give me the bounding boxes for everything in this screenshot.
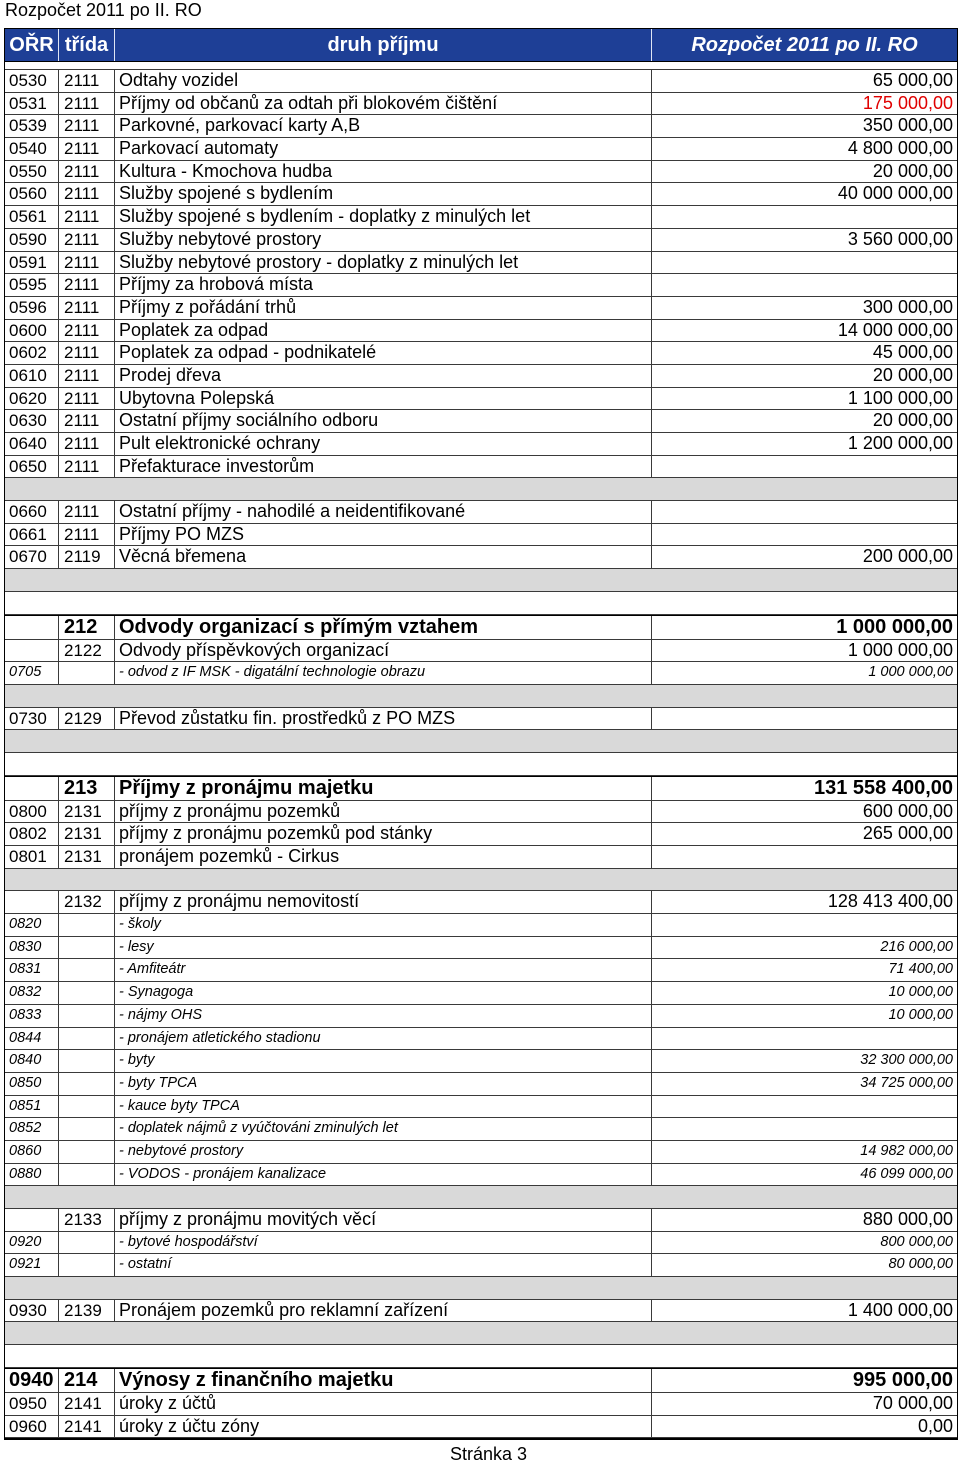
sub-item-row bbox=[5, 1028, 957, 1051]
druh-cell: Ubytovna Polepská bbox=[115, 388, 652, 410]
druh-cell: - pronájem atletického stadionu bbox=[115, 1028, 652, 1050]
trida-cell: 2111 bbox=[59, 252, 115, 274]
table-row bbox=[5, 183, 957, 206]
sub-item-row bbox=[5, 914, 957, 937]
trida-cell: 2131 bbox=[59, 823, 115, 845]
druh-cell: - Amfiteátr bbox=[115, 959, 652, 981]
druh-cell: Ostatní příjmy - nahodilé a neidentifikované bbox=[115, 501, 652, 523]
trida-cell: 2111 bbox=[59, 115, 115, 137]
druh-cell: - odvod z IF MSK - digatální technologie obrazu bbox=[115, 662, 652, 684]
sub-item-row bbox=[5, 937, 957, 960]
trida-cell: 2111 bbox=[59, 388, 115, 410]
table-row bbox=[5, 823, 957, 846]
table-row bbox=[5, 433, 957, 456]
orr-cell: 0730 bbox=[5, 708, 59, 730]
table-row bbox=[5, 70, 957, 93]
sub-item-row bbox=[5, 1096, 957, 1119]
orr-cell: 0561 bbox=[5, 206, 59, 228]
trida-cell bbox=[59, 982, 115, 1004]
trida-cell: 2111 bbox=[59, 342, 115, 364]
table-row bbox=[5, 640, 957, 663]
running-title: Rozpočet 2011 po II. RO bbox=[5, 0, 202, 20]
value-cell: 1 200 000,00 bbox=[847, 433, 953, 453]
trida-cell: 2111 bbox=[59, 365, 115, 387]
druh-cell: - VODOS - pronájem kanalizace bbox=[115, 1164, 652, 1186]
druh-cell: - ostatní bbox=[115, 1254, 652, 1276]
trida-cell: 2111 bbox=[59, 93, 115, 115]
value-cell bbox=[652, 914, 957, 936]
trida-cell bbox=[59, 1050, 115, 1072]
trida-cell bbox=[59, 1254, 115, 1276]
trida-cell: 2131 bbox=[59, 801, 115, 823]
value-cell bbox=[652, 846, 957, 868]
value-cell bbox=[652, 206, 957, 228]
trida-cell: 2141 bbox=[59, 1393, 115, 1415]
sub-item-row bbox=[5, 1141, 957, 1164]
value-cell: 20 000,00 bbox=[872, 364, 953, 385]
table-row bbox=[5, 252, 957, 275]
orr-cell: 0661 bbox=[5, 524, 59, 546]
orr-cell: 0705 bbox=[5, 662, 59, 684]
sub-item-row bbox=[5, 662, 957, 685]
druh-cell: Pult elektronické ochrany bbox=[115, 433, 652, 455]
druh-cell: - nebytové prostory bbox=[115, 1141, 652, 1163]
sub-item-row bbox=[5, 1232, 957, 1255]
orr-cell: 0560 bbox=[5, 183, 59, 205]
table-row bbox=[5, 297, 957, 320]
trida-cell: 2111 bbox=[59, 138, 115, 160]
druh-cell: Prodej dřeva bbox=[115, 365, 652, 387]
druh-cell: Odvody organizací s přímým vztahem bbox=[115, 616, 652, 639]
druh-cell: Příjmy PO MZS bbox=[115, 524, 652, 546]
trida-cell: 2111 bbox=[59, 206, 115, 228]
value-cell: 40 000 000,00 bbox=[837, 183, 953, 204]
spacer-row bbox=[5, 1322, 957, 1345]
orr-cell: 0921 bbox=[5, 1254, 59, 1276]
druh-cell: - byty TPCA bbox=[115, 1073, 652, 1095]
druh-cell: Věcná břemena bbox=[115, 546, 652, 568]
value-cell: 131 558 400,00 bbox=[813, 776, 953, 799]
orr-cell: 0630 bbox=[5, 410, 59, 432]
druh-cell: - Synagoga bbox=[115, 982, 652, 1004]
column-header-trida: třída bbox=[59, 29, 115, 61]
table-row bbox=[5, 342, 957, 365]
spacer-row bbox=[5, 1345, 957, 1368]
trida-cell: 2141 bbox=[59, 1416, 115, 1438]
value-cell: 800 000,00 bbox=[880, 1233, 953, 1250]
value-cell: 3 560 000,00 bbox=[847, 228, 953, 249]
value-cell: 1 000 000,00 bbox=[847, 639, 953, 660]
sub-item-row bbox=[5, 1050, 957, 1073]
orr-cell: 0596 bbox=[5, 297, 59, 319]
sub-item-row bbox=[5, 1164, 957, 1187]
orr-cell: 0860 bbox=[5, 1141, 59, 1163]
column-header-druh: druh příjmu bbox=[115, 29, 652, 61]
value-cell: 80 000,00 bbox=[888, 1256, 953, 1273]
druh-cell: Parkovací automaty bbox=[115, 138, 652, 160]
value-cell: 4 800 000,00 bbox=[847, 138, 953, 159]
spacer-row bbox=[5, 869, 957, 892]
trida-cell: 2111 bbox=[59, 410, 115, 432]
spacer-row bbox=[5, 569, 957, 592]
druh-cell: - kauce byty TPCA bbox=[115, 1096, 652, 1118]
orr-cell bbox=[5, 640, 59, 662]
trida-cell: 213 bbox=[59, 777, 115, 800]
value-cell: 32 300 000,00 bbox=[860, 1052, 953, 1069]
orr-cell: 0590 bbox=[5, 229, 59, 251]
value-cell: 34 725 000,00 bbox=[860, 1074, 953, 1091]
druh-cell: Pronájem pozemků pro reklamní zařízení bbox=[115, 1300, 652, 1322]
orr-cell: 0600 bbox=[5, 320, 59, 342]
trida-cell: 2131 bbox=[59, 846, 115, 868]
druh-cell: Kultura - Kmochova hudba bbox=[115, 161, 652, 183]
trida-cell: 2132 bbox=[59, 891, 115, 913]
value-cell: 1 100 000,00 bbox=[847, 387, 953, 408]
value-cell: 200 000,00 bbox=[862, 546, 953, 567]
trida-cell: 2111 bbox=[59, 229, 115, 251]
orr-cell: 0960 bbox=[5, 1416, 59, 1438]
trida-cell bbox=[59, 1141, 115, 1163]
druh-cell: Příjmy za hrobová místa bbox=[115, 274, 652, 296]
orr-cell: 0620 bbox=[5, 388, 59, 410]
orr-cell: 0539 bbox=[5, 115, 59, 137]
table-row bbox=[5, 229, 957, 252]
value-cell: 10 000,00 bbox=[888, 984, 953, 1001]
value-cell: 20 000,00 bbox=[872, 160, 953, 181]
druh-cell: příjmy z pronájmu pozemků bbox=[115, 801, 652, 823]
table-row bbox=[5, 1416, 957, 1439]
table-row bbox=[5, 1300, 957, 1323]
orr-cell: 0844 bbox=[5, 1028, 59, 1050]
value-cell bbox=[652, 252, 957, 274]
trida-cell: 2111 bbox=[59, 297, 115, 319]
value-cell: 995 000,00 bbox=[852, 1368, 953, 1391]
druh-cell: Ostatní příjmy sociálního odboru bbox=[115, 410, 652, 432]
value-cell: 14 982 000,00 bbox=[860, 1142, 953, 1159]
sub-item-row bbox=[5, 1118, 957, 1141]
value-cell bbox=[652, 524, 957, 546]
value-cell: 1 000 000,00 bbox=[868, 664, 953, 681]
trida-cell bbox=[59, 1028, 115, 1050]
trida-cell: 2111 bbox=[59, 161, 115, 183]
table-row bbox=[5, 93, 957, 116]
orr-cell bbox=[5, 891, 59, 913]
spacer-row bbox=[5, 1277, 957, 1300]
orr-cell: 0531 bbox=[5, 93, 59, 115]
orr-cell: 0852 bbox=[5, 1118, 59, 1140]
value-cell: 70 000,00 bbox=[872, 1392, 953, 1413]
druh-cell: Služby spojené s bydlením bbox=[115, 183, 652, 205]
druh-cell: Poplatek za odpad bbox=[115, 320, 652, 342]
orr-cell: 0840 bbox=[5, 1050, 59, 1072]
orr-cell: 0610 bbox=[5, 365, 59, 387]
sub-item-row bbox=[5, 1073, 957, 1096]
value-cell: 128 413 400,00 bbox=[827, 891, 953, 912]
trida-cell: 2111 bbox=[59, 274, 115, 296]
trida-cell bbox=[59, 662, 115, 684]
druh-cell: příjmy z pronájmu pozemků pod stánky bbox=[115, 823, 652, 845]
druh-cell: - nájmy OHS bbox=[115, 1005, 652, 1027]
value-cell: 1 000 000,00 bbox=[836, 615, 953, 638]
orr-cell: 0920 bbox=[5, 1232, 59, 1254]
trida-cell: 2119 bbox=[59, 546, 115, 568]
table-row bbox=[5, 846, 957, 869]
druh-cell: Poplatek za odpad - podnikatelé bbox=[115, 342, 652, 364]
trida-cell: 2111 bbox=[59, 320, 115, 342]
orr-cell: 0850 bbox=[5, 1073, 59, 1095]
budget-table bbox=[4, 28, 958, 1440]
orr-cell: 0540 bbox=[5, 138, 59, 160]
orr-cell: 0831 bbox=[5, 959, 59, 981]
orr-cell: 0940 bbox=[5, 1369, 59, 1392]
spacer-row bbox=[5, 753, 957, 776]
column-header-orr: OŘR bbox=[5, 29, 59, 61]
value-cell bbox=[652, 274, 957, 296]
spacer-row bbox=[5, 685, 957, 708]
table-row bbox=[5, 546, 957, 569]
value-cell: 300 000,00 bbox=[862, 296, 953, 317]
value-cell bbox=[652, 501, 957, 523]
orr-cell: 0802 bbox=[5, 823, 59, 845]
trida-cell: 214 bbox=[59, 1369, 115, 1392]
header-gap bbox=[5, 62, 957, 70]
druh-cell: Výnosy z finančního majetku bbox=[115, 1369, 652, 1392]
value-cell bbox=[652, 456, 957, 478]
druh-cell: - byty bbox=[115, 1050, 652, 1072]
trida-cell: 2111 bbox=[59, 501, 115, 523]
orr-cell: 0820 bbox=[5, 914, 59, 936]
orr-cell: 0830 bbox=[5, 937, 59, 959]
druh-cell: pronájem pozemků - Cirkus bbox=[115, 846, 652, 868]
table-row bbox=[5, 410, 957, 433]
druh-cell: příjmy z pronájmu nemovitostí bbox=[115, 891, 652, 913]
trida-cell bbox=[59, 1096, 115, 1118]
table-row bbox=[5, 501, 957, 524]
trida-cell: 2111 bbox=[59, 433, 115, 455]
druh-cell: příjmy z pronájmu movitých věcí bbox=[115, 1209, 652, 1231]
orr-cell: 0550 bbox=[5, 161, 59, 183]
value-cell: 350 000,00 bbox=[862, 115, 953, 136]
trida-cell: 2111 bbox=[59, 183, 115, 205]
value-cell: 65 000,00 bbox=[872, 70, 953, 90]
druh-cell: - bytové hospodářství bbox=[115, 1232, 652, 1254]
table-row bbox=[5, 891, 957, 914]
orr-cell: 0800 bbox=[5, 801, 59, 823]
spacer-row bbox=[5, 730, 957, 753]
spacer-row bbox=[5, 478, 957, 501]
value-cell: 265 000,00 bbox=[862, 823, 953, 844]
orr-cell: 0670 bbox=[5, 546, 59, 568]
value-cell: 1 400 000,00 bbox=[847, 1299, 953, 1320]
spacer-row bbox=[5, 592, 957, 615]
trida-cell bbox=[59, 914, 115, 936]
trida-cell: 2133 bbox=[59, 1209, 115, 1231]
orr-cell: 0950 bbox=[5, 1393, 59, 1415]
value-cell bbox=[652, 1028, 957, 1050]
sub-item-row bbox=[5, 982, 957, 1005]
druh-cell: Příjmy z pořádání trhů bbox=[115, 297, 652, 319]
trida-cell: 2139 bbox=[59, 1300, 115, 1322]
trida-cell: 2111 bbox=[59, 70, 115, 92]
table-row bbox=[5, 115, 957, 138]
table-body bbox=[5, 70, 957, 1438]
orr-cell: 0640 bbox=[5, 433, 59, 455]
trida-cell bbox=[59, 1232, 115, 1254]
table-row bbox=[5, 1393, 957, 1416]
value-cell bbox=[652, 1096, 957, 1118]
orr-cell: 0801 bbox=[5, 846, 59, 868]
druh-cell: Odtahy vozidel bbox=[115, 70, 652, 92]
orr-cell: 0880 bbox=[5, 1164, 59, 1186]
orr-cell: 0595 bbox=[5, 274, 59, 296]
orr-cell: 0851 bbox=[5, 1096, 59, 1118]
page-number: Stránka 3 bbox=[450, 1444, 528, 1464]
druh-cell: - doplatek nájmů z vyúčtováni zminulých let bbox=[115, 1118, 652, 1140]
value-cell: 880 000,00 bbox=[862, 1209, 953, 1229]
orr-cell: 0930 bbox=[5, 1300, 59, 1322]
druh-cell: úroky z účtu zóny bbox=[115, 1416, 652, 1438]
druh-cell: Služby nebytové prostory - doplatky z minulých let bbox=[115, 252, 652, 274]
table-row bbox=[5, 388, 957, 411]
trida-cell: 2111 bbox=[59, 524, 115, 546]
trida-cell bbox=[59, 1118, 115, 1140]
table-row bbox=[5, 1209, 957, 1232]
value-cell: 46 099 000,00 bbox=[860, 1165, 953, 1182]
table-row bbox=[5, 274, 957, 297]
spacer-row bbox=[5, 1186, 957, 1209]
table-row bbox=[5, 320, 957, 343]
value-cell: 600 000,00 bbox=[862, 800, 953, 821]
trida-cell bbox=[59, 937, 115, 959]
trida-cell: 212 bbox=[59, 616, 115, 639]
table-row bbox=[5, 161, 957, 184]
value-cell: 71 400,00 bbox=[888, 961, 953, 978]
druh-cell: - školy bbox=[115, 914, 652, 936]
value-cell bbox=[652, 1118, 957, 1140]
sub-item-row bbox=[5, 959, 957, 982]
orr-cell: 0833 bbox=[5, 1005, 59, 1027]
trida-cell bbox=[59, 1005, 115, 1027]
table-row bbox=[5, 138, 957, 161]
orr-cell: 0530 bbox=[5, 70, 59, 92]
table-row bbox=[5, 365, 957, 388]
trida-cell: 2122 bbox=[59, 640, 115, 662]
trida-cell bbox=[59, 1164, 115, 1186]
value-cell: 175 000,00 bbox=[862, 92, 953, 113]
druh-cell: Odvody příspěvkových organizací bbox=[115, 640, 652, 662]
table-row bbox=[5, 206, 957, 229]
section-row bbox=[5, 776, 957, 801]
sub-item-row bbox=[5, 1254, 957, 1277]
druh-cell: Služby nebytové prostory bbox=[115, 229, 652, 251]
table-header bbox=[5, 29, 957, 62]
table-row bbox=[5, 524, 957, 547]
value-cell: 10 000,00 bbox=[888, 1006, 953, 1023]
trida-cell: 2129 bbox=[59, 708, 115, 730]
druh-cell: Parkovné, parkovací karty A,B bbox=[115, 115, 652, 137]
druh-cell: Služby spojené s bydlením - doplatky z minulých let bbox=[115, 206, 652, 228]
value-cell bbox=[652, 708, 957, 730]
druh-cell: úroky z účtů bbox=[115, 1393, 652, 1415]
trida-cell bbox=[59, 1073, 115, 1095]
druh-cell: - lesy bbox=[115, 937, 652, 959]
section-row bbox=[5, 1368, 957, 1393]
table-row bbox=[5, 708, 957, 731]
trida-cell: 2111 bbox=[59, 456, 115, 478]
orr-cell bbox=[5, 777, 59, 800]
sub-item-row bbox=[5, 1005, 957, 1028]
druh-cell: Převod zůstatku fin. prostředků z PO MZS bbox=[115, 708, 652, 730]
value-cell: 14 000 000,00 bbox=[837, 319, 953, 340]
orr-cell: 0832 bbox=[5, 982, 59, 1004]
orr-cell bbox=[5, 1209, 59, 1231]
orr-cell: 0591 bbox=[5, 252, 59, 274]
section-row bbox=[5, 615, 957, 640]
orr-cell: 0602 bbox=[5, 342, 59, 364]
druh-cell: Příjmy z pronájmu majetku bbox=[115, 777, 652, 800]
table-row bbox=[5, 801, 957, 824]
value-cell: 0,00 bbox=[917, 1415, 953, 1436]
value-cell: 45 000,00 bbox=[872, 342, 953, 363]
orr-cell: 0660 bbox=[5, 501, 59, 523]
value-cell: 216 000,00 bbox=[880, 938, 953, 955]
druh-cell: Přefakturace investorům bbox=[115, 456, 652, 478]
orr-cell: 0650 bbox=[5, 456, 59, 478]
trida-cell bbox=[59, 959, 115, 981]
table-row bbox=[5, 456, 957, 479]
column-header-rozpocet: Rozpočet 2011 po II. RO bbox=[691, 34, 918, 56]
orr-cell bbox=[5, 616, 59, 639]
druh-cell: Příjmy od občanů za odtah při blokovém čištění bbox=[115, 93, 652, 115]
value-cell: 20 000,00 bbox=[872, 410, 953, 431]
